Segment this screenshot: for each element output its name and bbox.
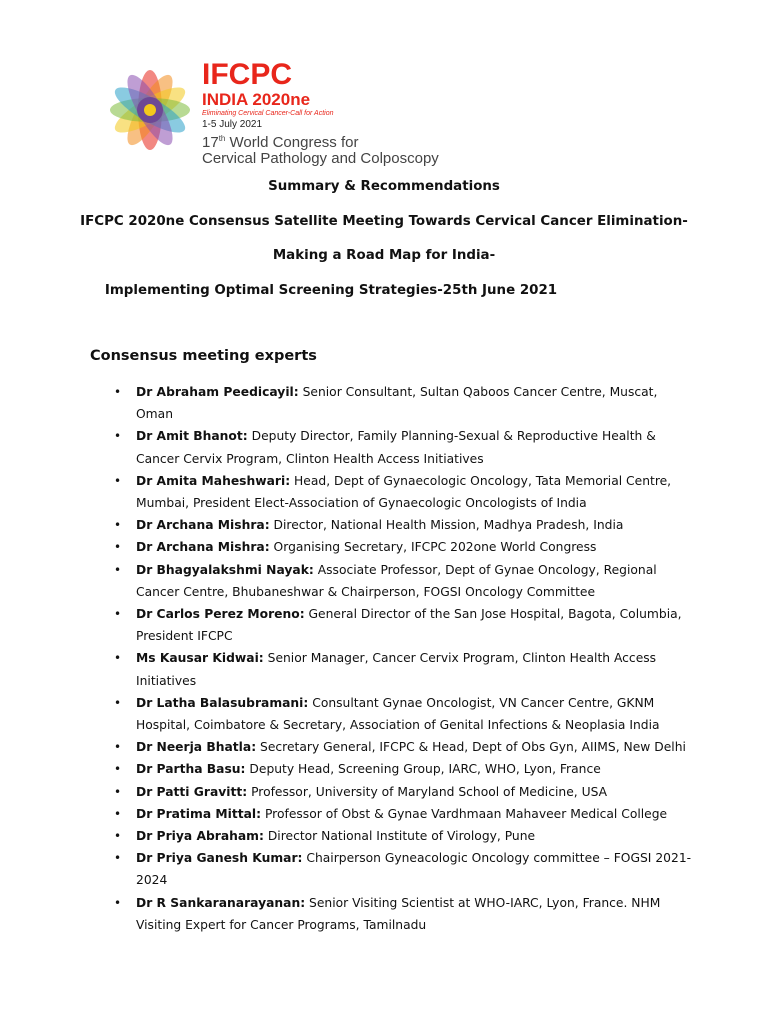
expert-name: Dr Latha Balasubramani: [136, 695, 309, 710]
expert-role: Visiting Expert for Cancer Programs, Tamilnadu [136, 917, 427, 932]
experts-list [0, 381, 768, 936]
list-item [0, 647, 696, 691]
expert-role: Director, National Health Mission, Madhya Pradesh, India [273, 518, 624, 533]
expert-role: Cancer Centre, Bhubaneshwar & Chairperson, FOGSI Oncology Committee [136, 584, 596, 599]
roadmap-heading: Making a Road Map for India- [272, 248, 496, 263]
list-item [0, 692, 696, 736]
bullet-icon: • [114, 540, 122, 555]
meeting-title-heading: IFCPC 2020ne Consensus Satellite Meeting Towards Cervical Cancer Elimination- [80, 214, 688, 229]
list-item [0, 825, 696, 847]
expert-role: Senior Visiting Scientist at WHO-IARC, Lyon, France. NHM [309, 895, 661, 910]
expert-role: Cancer Cervix Program, Clinton Health Access Initiatives [136, 451, 484, 466]
expert-role: President IFCPC [136, 629, 233, 644]
list-item [0, 803, 696, 825]
expert-role: Senior Consultant, Sultan Qaboos Cancer Centre, Muscat, Oman [136, 385, 658, 422]
expert-role: Consultant Gynae Oncologist, VN Cancer Centre, GKNM [312, 695, 655, 710]
expert-name: Dr Abraham Peedicayil: [136, 385, 299, 399]
list-item [0, 536, 696, 558]
expert-name: Dr R Sankaranarayanan: [136, 895, 306, 910]
list-item [0, 736, 696, 758]
expert-name: Dr Amita Maheshwari: [136, 473, 291, 488]
bullet-icon: • [114, 695, 122, 710]
expert-name: Dr Pratima Mittal: [136, 806, 262, 821]
list-item [0, 781, 696, 803]
list-item [0, 892, 696, 936]
expert-name: Dr Amit Bhanot: [136, 429, 248, 444]
expert-name: Dr Patti Gravitt: [136, 784, 248, 799]
bullet-icon: • [114, 473, 122, 488]
list-item [0, 603, 696, 647]
expert-role: Mumbai, President Elect-Association of Gynaecologic Oncologists of India [136, 496, 587, 511]
expert-name: Dr Priya Ganesh Kumar: [136, 851, 303, 866]
lotus-emblem-icon [104, 58, 196, 168]
expert-role: General Director of the San Jose Hospital, Bagota, Columbia, [308, 607, 682, 622]
bullet-icon: • [114, 385, 122, 399]
bullet-icon: • [114, 429, 122, 444]
bullet-icon: • [114, 562, 122, 577]
expert-name: Dr Neerja Bhatla: [136, 740, 257, 755]
list-item [0, 758, 696, 780]
expert-name: Dr Archana Mishra: [136, 518, 270, 533]
summary-heading: Summary & Recommendations [268, 179, 500, 194]
logo-ifcpc: IFCPC [202, 58, 292, 91]
bullet-icon: • [114, 829, 122, 844]
bullet-icon: • [114, 851, 122, 866]
expert-role: 2024 [136, 873, 168, 888]
bullet-icon: • [114, 806, 122, 821]
list-item [0, 381, 696, 425]
logo-dates: 1-5 July 2021 [202, 119, 263, 130]
expert-role: Associate Professor, Dept of Gynae Oncology, Regional [317, 562, 657, 577]
expert-name: Ms Kausar Kidwai: [136, 651, 264, 666]
expert-role: Secretary General, IFCPC & Head, Dept of Obs Gyn, AIIMS, New Delhi [260, 740, 686, 755]
section-title-experts: Consensus meeting experts [90, 348, 317, 364]
logo-congress-line2: Cervical Pathology and Colposcopy [202, 150, 439, 167]
bullet-icon: • [114, 762, 122, 777]
expert-name: Dr Priya Abraham: [136, 829, 264, 844]
bullet-icon: • [114, 651, 122, 666]
bullet-icon: • [114, 518, 122, 533]
expert-role: Chairperson Gyneacologic Oncology committee – FOGSI 2021- [306, 851, 692, 866]
bullet-icon: • [114, 784, 122, 799]
expert-name: Dr Partha Basu: [136, 762, 246, 777]
list-item [0, 514, 696, 536]
logo-india-2020ne: INDIA 2020ne [202, 90, 311, 109]
expert-role: Hospital, Coimbatore & Secretary, Association of Genital Infections & Neoplasia India [136, 718, 660, 733]
logo-congress-line1: 17th World Congress for [202, 134, 359, 151]
expert-role: Initiatives [136, 673, 197, 688]
list-item [0, 559, 696, 603]
list-item [0, 847, 696, 891]
list-item [0, 470, 696, 514]
list-item [0, 425, 696, 469]
expert-role: Head, Dept of Gynaecologic Oncology, Tata Memorial Centre, [294, 473, 672, 488]
logo-tagline: Eliminating Cervical Cancer-Call for Action [202, 110, 334, 117]
expert-role: Professor of Obst & Gynae Vardhmaan Mahaveer Medical College [264, 806, 668, 821]
expert-name: Dr Carlos Perez Moreno: [136, 607, 305, 622]
expert-role: Senior Manager, Cancer Cervix Program, Clinton Health Access [267, 651, 657, 666]
expert-role: Deputy Director, Family Planning-Sexual & Reproductive Health & [251, 429, 656, 444]
bullet-icon: • [114, 895, 122, 910]
bullet-icon: • [114, 607, 122, 622]
congress-logo [104, 58, 444, 168]
screening-strategies-heading: Implementing Optimal Screening Strategies-25th June 2021 [104, 283, 558, 298]
expert-role: Professor, University of Maryland School of Medicine, USA [251, 784, 608, 799]
expert-role: Director National Institute of Virology, Pune [267, 829, 536, 844]
expert-name: Dr Archana Mishra: [136, 540, 270, 555]
expert-role: Organising Secretary, IFCPC 202one World Congress [273, 540, 597, 555]
expert-role: Deputy Head, Screening Group, IARC, WHO, Lyon, France [249, 762, 601, 777]
bullet-icon: • [114, 740, 122, 755]
expert-name: Dr Bhagyalakshmi Nayak: [136, 562, 314, 577]
